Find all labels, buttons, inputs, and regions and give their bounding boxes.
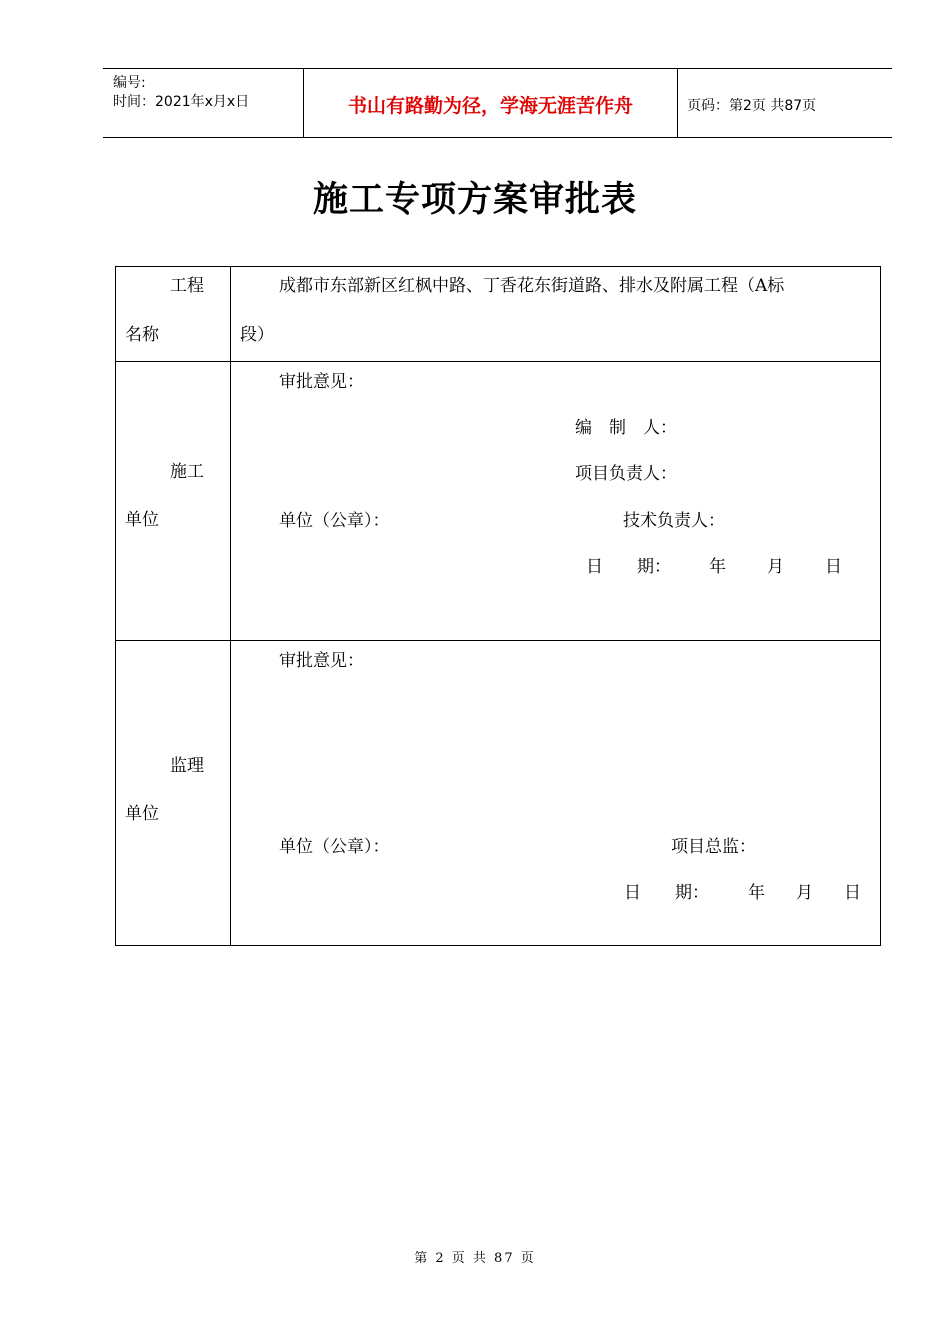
time-label: 时间：2021年x月x日 (113, 94, 250, 110)
project-value-line2: 段） (240, 325, 274, 345)
page-footer: 第 2 页 共 87 页 (414, 1251, 536, 1266)
construction-label-line1: 施工 (170, 462, 204, 482)
project-value-cell (231, 267, 881, 362)
project-value-line1: 成都市东部新区红枫中路、丁香花东街道路、排水及附属工程（A标 (279, 276, 785, 296)
construction-day-label: 日 (825, 557, 842, 577)
supervision-year-label: 年 (748, 883, 765, 903)
project-label-cell (116, 267, 231, 362)
page-code: 页码：第2页 共87页 (687, 98, 817, 114)
motto: 书山有路勤为径，学海无涯苦作舟 (347, 95, 633, 117)
construction-month-label: 月 (767, 557, 784, 577)
compiler-label: 编 制 人： (575, 418, 677, 438)
tech-manager-label: 技术负责人： (623, 511, 725, 531)
code-label: 编号: (113, 75, 146, 91)
chief-supervisor-label: 项目总监： (671, 837, 756, 857)
construction-seal-label: 单位（公章）： (279, 511, 390, 531)
supervision-day-label: 日 (844, 883, 861, 903)
project-row (116, 267, 881, 362)
document-title: 施工专项方案审批表 (312, 179, 637, 220)
supervision-month-label: 月 (796, 883, 813, 903)
construction-content-cell (231, 362, 881, 641)
supervision-label-line1: 监理 (170, 756, 204, 776)
supervision-opinion-label: 审批意见： (279, 651, 364, 671)
construction-year-label: 年 (709, 557, 726, 577)
supervision-row (116, 641, 881, 946)
header-motto-cell (304, 69, 678, 137)
project-label-line1: 工程 (170, 276, 204, 296)
construction-label-cell (116, 362, 231, 641)
construction-date-label: 日 期： (586, 557, 671, 577)
page-header (103, 68, 892, 138)
supervision-label-line2: 单位 (125, 804, 159, 824)
construction-label-line2: 单位 (125, 510, 159, 530)
supervision-date-label: 日 期： (624, 883, 709, 903)
approval-form (115, 266, 881, 946)
project-label-line2: 名称 (125, 325, 159, 345)
construction-opinion-label: 审批意见： (279, 372, 364, 392)
header-page-cell (678, 69, 892, 137)
supervision-seal-label: 单位（公章）： (279, 837, 390, 857)
supervision-label-cell (116, 641, 231, 946)
construction-row (116, 362, 881, 641)
supervision-content-cell (231, 641, 881, 946)
project-manager-label: 项目负责人： (575, 464, 677, 484)
header-meta (103, 69, 304, 137)
